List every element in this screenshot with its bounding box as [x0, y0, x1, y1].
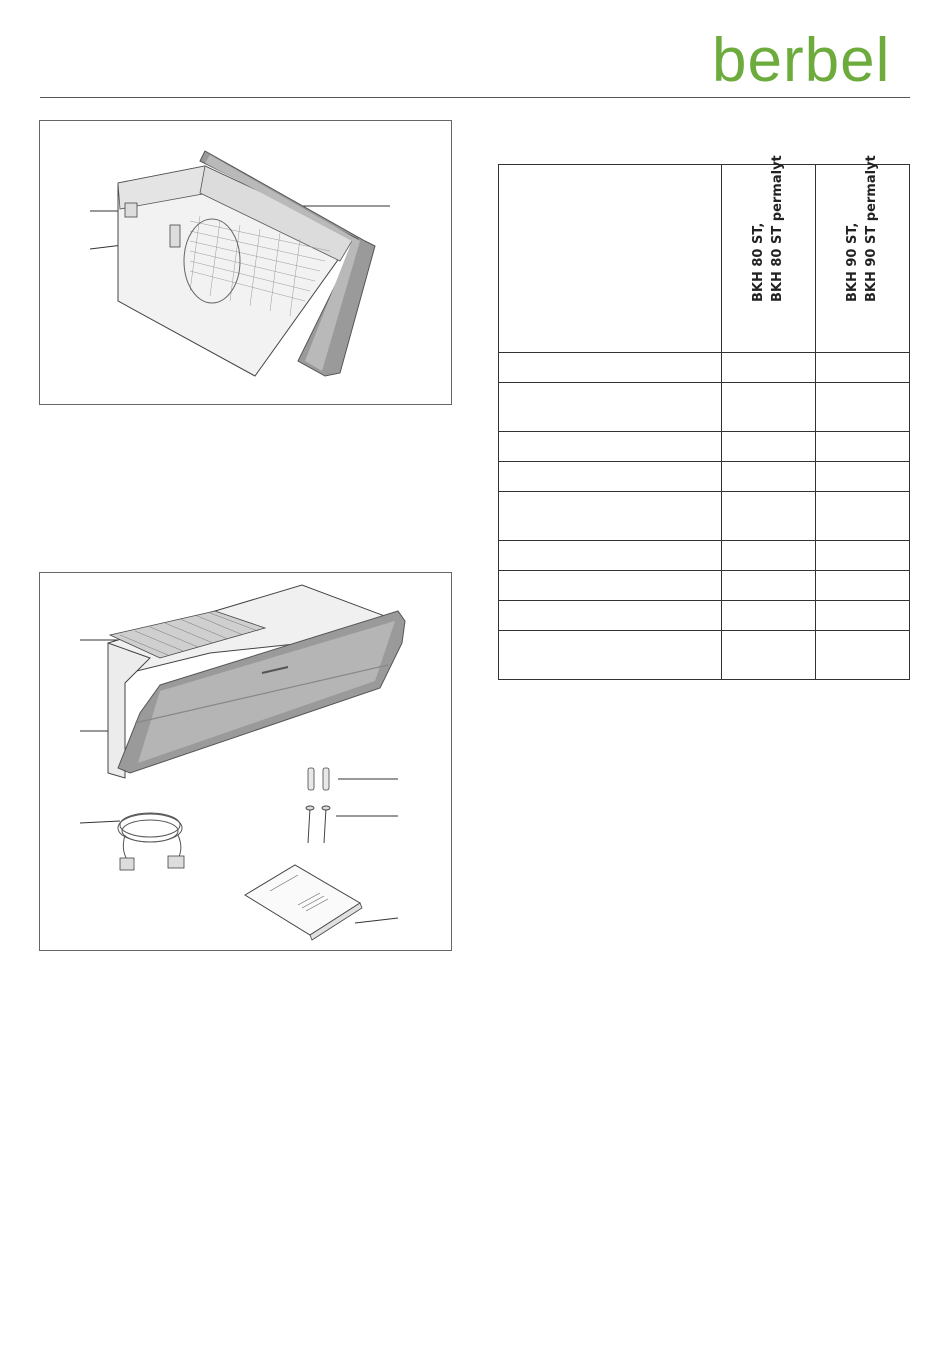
table-cell-v1 [721, 601, 815, 631]
header-bkh90-line2: BKH 90 ST permalyt [864, 155, 880, 302]
table-row [499, 462, 910, 492]
table-row [499, 432, 910, 462]
table-cell-v1 [721, 432, 815, 462]
table-cell-v2 [815, 631, 909, 680]
table-cell-v1 [721, 383, 815, 432]
table-cell-v1 [721, 541, 815, 571]
manual-icon [245, 865, 360, 935]
table-cell-v2 [815, 492, 909, 541]
table-cell-v1 [721, 492, 815, 541]
table-cell-v1 [721, 462, 815, 492]
table-cell-v2 [815, 601, 909, 631]
table-cell-v1 [721, 571, 815, 601]
table-cell-v2 [815, 571, 909, 601]
connector-icon [168, 856, 184, 868]
callout-line-3 [80, 821, 120, 823]
table-row [499, 541, 910, 571]
table-header-label [499, 165, 722, 353]
table-cell-v2 [815, 353, 909, 383]
table-cell-label [499, 631, 722, 680]
table-row [499, 383, 910, 432]
table-cell-label [499, 432, 722, 462]
table-header-row [499, 165, 910, 353]
table-row [499, 631, 910, 680]
table-cell-label [499, 571, 722, 601]
table-cell-v2 [815, 541, 909, 571]
delivery-contents-illustration [40, 573, 451, 950]
header-bkh90-line1: BKH 90 ST, [845, 222, 861, 302]
table-cell-label [499, 353, 722, 383]
table-header-bkh90 [815, 155, 909, 353]
table-row [499, 492, 910, 541]
table-cell-label [499, 462, 722, 492]
table-cell-label [499, 383, 722, 432]
header-bkh80-line1: BKH 80 ST, [751, 222, 767, 302]
callout-line-6 [355, 918, 398, 923]
table-cell-v2 [815, 432, 909, 462]
table-row [499, 571, 910, 601]
header-divider [40, 97, 910, 98]
figure-hood-rear-view [39, 120, 452, 405]
table-cell-v2 [815, 383, 909, 432]
table-row [499, 601, 910, 631]
table-cell-label [499, 492, 722, 541]
table-row [499, 353, 910, 383]
header-bkh80-line2: BKH 80 ST permalyt [770, 155, 786, 302]
table-cell-label [499, 601, 722, 631]
spec-table [498, 155, 910, 680]
table-header-bkh80 [721, 155, 815, 353]
hood-rear-illustration [40, 121, 451, 404]
table-cell-v1 [721, 353, 815, 383]
table-cell-v2 [815, 462, 909, 492]
brand-logo: berbel [712, 26, 891, 95]
table-cell-label [499, 541, 722, 571]
table-cell-v1 [721, 631, 815, 680]
figure-scope-of-delivery [39, 572, 452, 951]
plug-icon [120, 858, 134, 870]
